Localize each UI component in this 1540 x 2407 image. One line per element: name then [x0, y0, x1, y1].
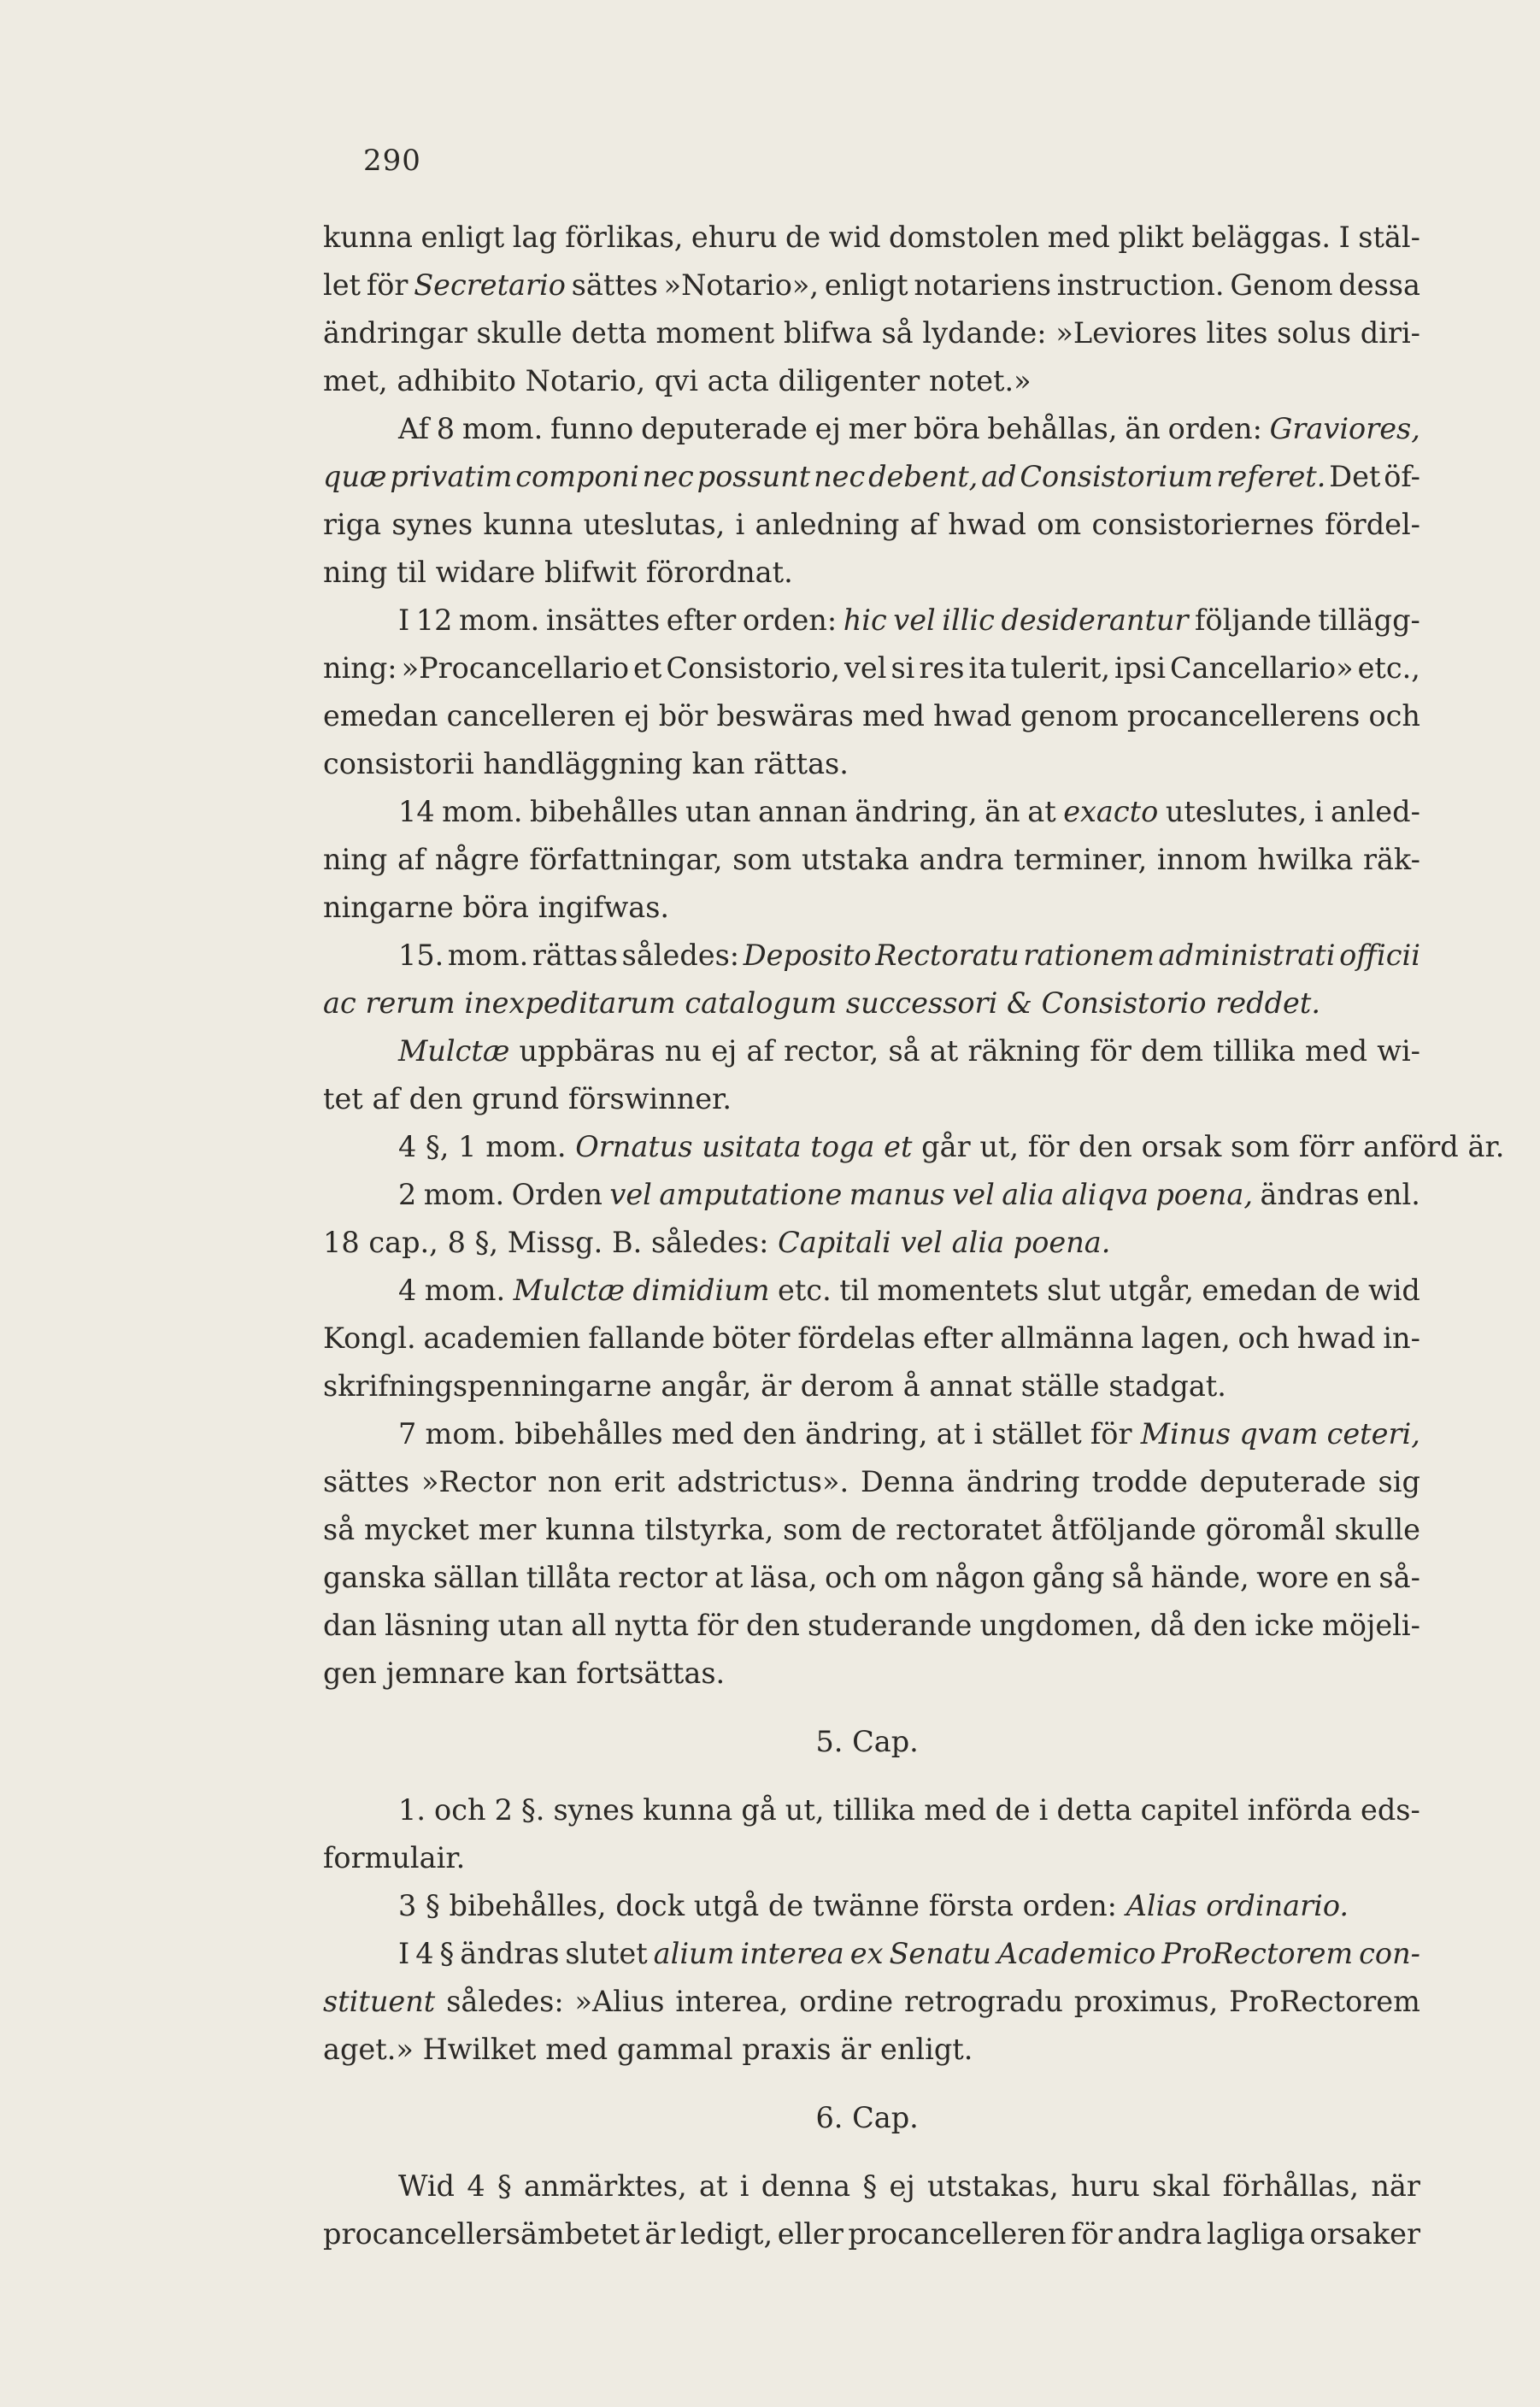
text-line: dan läsning utan all nytta för den studerande ungdomen, då den icke möjeli- [323, 1609, 1420, 1642]
page-number: 290 [363, 144, 421, 178]
text-line: 18 cap., 8 §, Missg. B. således: Capitali vel alia poena. [323, 1226, 1111, 1259]
text-line: quæ privatim componi nec possunt nec debent, ad Consistorium referet. Det öf- [323, 460, 1420, 493]
text-line: 2 mom. Orden vel amputatione manus vel alia aliqva poena, ändras enl. [398, 1178, 1420, 1211]
text-line: ning til widare blifwit förordnat. [323, 556, 793, 589]
chapter-heading: 5. Cap. [815, 1725, 919, 1758]
text-line: aget.» Hwilket med gammal praxis är enligt. [323, 2033, 973, 2066]
text-line: 14 mom. bibehålles utan annan ändring, än at exacto uteslutes, i anled- [398, 795, 1420, 828]
text-line: 7 mom. bibehålles med den ändring, at i stället för Minus qvam ceteri, [398, 1417, 1420, 1451]
body-text [323, 214, 1505, 2258]
text-line: ning af någre författningar, som utstaka andra terminer, innom hwilka räk- [323, 843, 1420, 876]
text-line: sättes »Rector non erit adstrictus». Denna ändring trodde deputerade sig [323, 1465, 1420, 1498]
text-line: procancellersämbetet är ledigt, eller procancelleren för andra lagliga orsaker [323, 2217, 1420, 2251]
text-line: 1. och 2 §. synes kunna gå ut, tillika med de i detta capitel införda eds- [398, 1793, 1420, 1827]
text-line: stituent således: »Alius interea, ordine retrogradu proximus, ProRectorem [323, 1985, 1420, 2018]
text-line: 15. mom. rättas således: Deposito Rectoratu rationem administrati officii [398, 939, 1420, 972]
chapter-heading: 6. Cap. [815, 2101, 919, 2134]
text-line: Wid 4 § anmärktes, at i denna § ej utstakas, huru skal förhållas, när [398, 2169, 1420, 2203]
text-line: så mycket mer kunna tilstyrka, som de rectoratet åtföljande göromål skulle [323, 1513, 1420, 1546]
text-line: 4 mom. Mulctæ dimidium etc. til momentets slut utgår, emedan de wid [398, 1274, 1420, 1307]
text-line: I 12 mom. insättes efter orden: hic vel illic desiderantur följande tillägg- [398, 603, 1420, 637]
text-line: emedan cancelleren ej bör beswäras med hwad genom procancellerens och [323, 699, 1420, 733]
text-line: 4 §, 1 mom. Ornatus usitata toga et går ut, för den orsak som förr anförd är. [398, 1130, 1505, 1163]
text-line: riga synes kunna uteslutas, i anledning af hwad om consistoriernes fördel- [323, 508, 1420, 541]
text-line: 3 § bibehålles, dock utgå de twänne första orden: Alias ordinario. [398, 1889, 1349, 1922]
text-line: Kongl. academien fallande böter fördelas efter allmänna lagen, och hwad in- [323, 1321, 1420, 1355]
text-line: ningarne böra ingifwas. [323, 891, 670, 924]
text-line: consistorii handläggning kan rättas. [323, 747, 849, 780]
text-line: ändringar skulle detta moment blifwa så lydande: »Leviores lites solus diri- [323, 316, 1420, 350]
text-line: formulair. [323, 1841, 466, 1874]
text-line: skrifningspenningarne angår, är derom å annat ställe stadgat. [323, 1369, 1226, 1403]
text-line: gen jemnare kan fortsättas. [323, 1657, 726, 1690]
text-line: met, adhibito Notario, qvi acta diligenter notet.» [323, 364, 1032, 397]
text-line: let för Secretario sättes »Notario», enligt notariens instruction. Genom dessa [323, 268, 1420, 302]
text-line: kunna enligt lag förlikas, ehuru de wid domstolen med plikt beläggas. I stäl- [323, 221, 1420, 254]
text-line: ning: »Procancellario et Consistorio, vel si res ita tulerit, ipsi Cancellario» etc., [323, 651, 1420, 685]
text-line: I 4 § ändras slutet alium interea ex Senatu Academico ProRectorem con- [398, 1937, 1420, 1970]
text-line: ganska sällan tillåta rector at läsa, och om någon gång så hände, wore en så- [323, 1561, 1420, 1594]
text-line: tet af den grund förswinner. [323, 1082, 732, 1115]
text-line: Af 8 mom. funno deputerade ej mer böra behållas, än orden: Graviores, [398, 412, 1420, 445]
text-line: ac rerum inexpeditarum catalogum successori & Consistorio reddet. [323, 986, 1320, 1020]
text-line: Mulctæ uppbäras nu ej af rector, så at räkning för dem tillika med wi- [398, 1034, 1420, 1068]
